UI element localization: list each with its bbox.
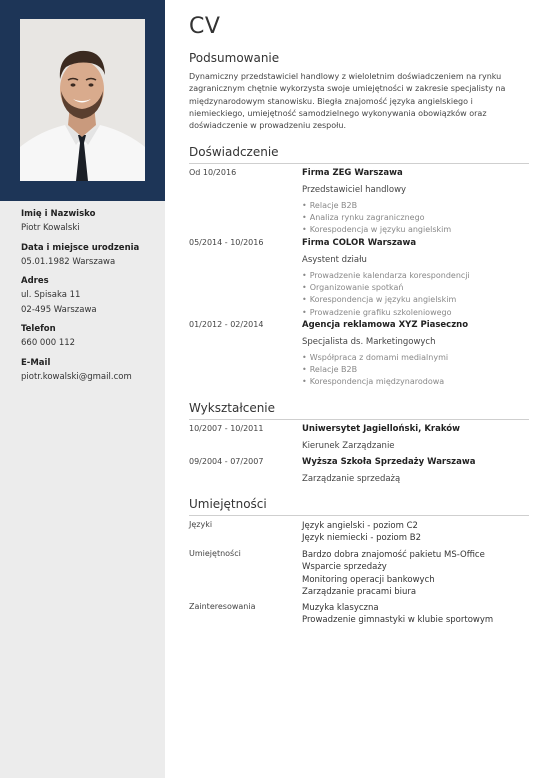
experience-company: Agencja reklamowa XYZ Piaseczno [302, 320, 469, 330]
experience-role: Przedstawiciel handlowy [302, 185, 407, 195]
duty-item: • Prowadzenie grafiku szkoleniowego [302, 307, 532, 319]
duty-item: • Korespondencja w języku angielskim [302, 294, 532, 306]
experience-company: Firma COLOR Warszawa [302, 238, 417, 248]
experience-company: Firma ZEG Warszawa [302, 168, 403, 178]
skill-value: Muzyka klasyczna [302, 603, 379, 613]
skill-category: Języki [189, 520, 213, 529]
experience-divider [189, 163, 529, 164]
education-divider [189, 419, 529, 420]
skill-values [302, 520, 532, 545]
skill-values [302, 549, 532, 598]
duty-item: • Relacje B2B [302, 200, 532, 212]
duty-item: • Relacje B2B [302, 364, 532, 376]
education-school: Uniwersytet Jagielloński, Kraków [302, 424, 460, 434]
duty-item: • Organizowanie spotkań [302, 282, 532, 294]
skill-value: Prowadzenie gimnastyki w klubie sportowym [302, 615, 494, 626]
duty-list [302, 270, 532, 319]
cv-title: CV [189, 14, 221, 39]
personal-value: ul. Spisaka 11 [21, 290, 81, 300]
summary-title: Podsumowanie [189, 51, 280, 65]
experience-title: Doświadczenie [189, 145, 279, 159]
experience-details [302, 168, 532, 237]
experience-date: Od 10/2016 [189, 168, 237, 177]
duty-item: • Analiza rynku zagranicznego [302, 212, 532, 224]
skill-value: Język niemiecki - poziom B2 [302, 533, 421, 544]
education-field: Zarządzanie sprzedażą [302, 474, 401, 484]
skill-value: Monitoring operacji bankowych [302, 574, 435, 585]
personal-label: Imię i Nazwisko [21, 209, 96, 219]
experience-details [302, 238, 532, 319]
skill-category: Umiejętności [189, 549, 241, 558]
summary-text: Dynamiczny przedstawiciel handlowy z wieloletnim doświadczeniem na rynku zagranicznym chętnie wykorzysta swoje umiejętności w zakresie specjalisty na międzynarodowym stanowisku. Biegła znajomość języka angielskiego i niemieckiego, umiejętność samodzielnego wykonywania obowiązków oraz doświadczenie w prowadzeniu zespołu. [189, 72, 506, 131]
skill-value: Wsparcie sprzedaży [302, 562, 387, 573]
skill-value: Zarządzanie pracami biura [302, 586, 417, 597]
profile-photo [20, 19, 145, 181]
education-field: Kierunek Zarządzanie [302, 441, 395, 451]
experience-date: 01/2012 - 02/2014 [189, 320, 264, 329]
personal-label: Adres [21, 276, 49, 286]
personal-value: Piotr Kowalski [21, 223, 80, 233]
duty-item: • Korespodencja w języku angielskim [302, 224, 532, 236]
duty-item: • Korespondencja międzynarodowa [302, 376, 532, 388]
personal-value: 02-495 Warszawa [21, 304, 97, 315]
personal-value: piotr.kowalski@gmail.com [21, 371, 132, 382]
duty-list [302, 200, 532, 237]
education-title: Wykształcenie [189, 401, 276, 415]
personal-info [21, 209, 161, 383]
skill-value: Język angielski - poziom C2 [302, 521, 418, 531]
duty-item: • Prowadzenie kalendarza korespondencji [302, 270, 532, 282]
education-details [302, 457, 532, 485]
skills-title: Umiejętności [189, 497, 267, 511]
experience-date: 05/2014 - 10/2016 [189, 238, 264, 247]
experience-role: Specjalista ds. Marketingowych [302, 337, 436, 347]
education-date: 10/2007 - 10/2011 [189, 424, 264, 433]
skill-category: Zainteresowania [189, 602, 256, 611]
education-date: 09/2004 - 07/2007 [189, 457, 264, 466]
duty-list [302, 352, 532, 389]
personal-label: Telefon [21, 324, 56, 334]
experience-role: Asystent działu [302, 255, 367, 265]
experience-details [302, 320, 532, 389]
education-details [302, 424, 532, 452]
skill-values [302, 602, 532, 627]
duty-item: • Współpraca z domami medialnymi [302, 352, 532, 364]
personal-label: E-Mail [21, 357, 51, 368]
skills-divider [189, 515, 529, 516]
skill-value: Bardzo dobra znajomość pakietu MS-Office [302, 550, 485, 560]
personal-value: 05.01.1982 Warszawa [21, 256, 116, 267]
education-school: Wyższa Szkoła Sprzedaży Warszawa [302, 457, 476, 467]
personal-label: Data i miejsce urodzenia [21, 242, 140, 253]
personal-value: 660 000 112 [21, 338, 76, 348]
